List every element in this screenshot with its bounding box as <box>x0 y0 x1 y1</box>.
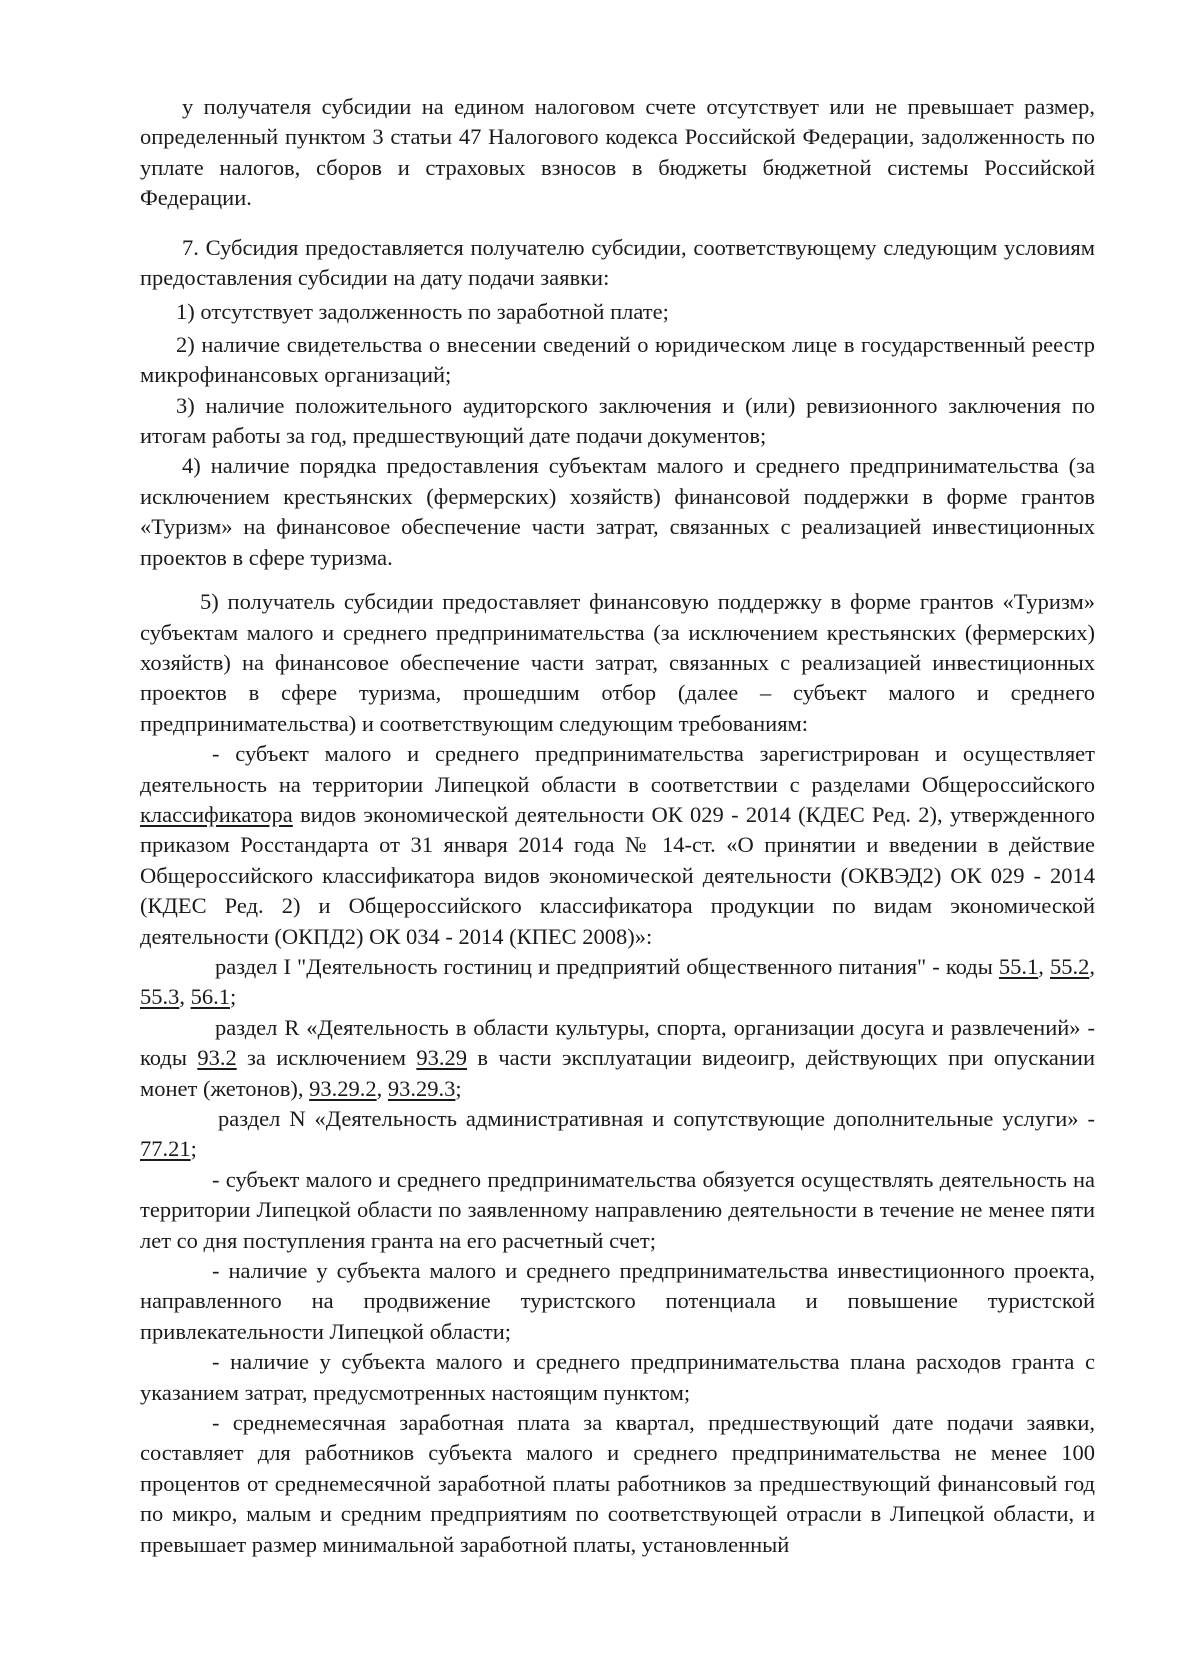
section-r-text-c: в части эксплуатации видеоигр, действующих при опускании монет (жетонов), <box>140 1045 1095 1101</box>
requirement-expense-plan: - наличие у субъекта малого и среднего предпринимательства плана расходов гранта с указанием затрат, предусмотренных настоящим пунктом; <box>140 1349 1095 1405</box>
code-link-93-29-2[interactable]: 93.29.2 <box>309 1075 377 1101</box>
condition-4: 4) наличие порядка предоставления субъектам малого и среднего предпринимательства (за исключением крестьянских (фермерских) хозяйств) финансовой поддержки в форме грантов «Туризм» на финансовое обеспечение части затрат, связанных с реализацией инвестиционных проектов в сфере туризма. <box>140 453 1095 570</box>
code-link-93-29[interactable]: 93.29 <box>416 1045 467 1071</box>
requirement-registration <box>140 739 1095 952</box>
separator: , <box>1038 953 1050 979</box>
terminator: ; <box>230 984 237 1010</box>
requirement-average-salary: - среднемесячная заработная плата за квартал, предшествующий дате подачи заявки, составляет для работников субъекта малого и среднего предпринимательства не менее 100 процентов от среднемесячной заработной платы работников за предшествующий финансовый год по микро, малым и средним предприятиям по соответствующей отрасли в Липецкой области, и превышает размер минимальной заработной платы, установленный <box>140 1410 1095 1557</box>
document-body <box>140 92 1095 1560</box>
condition-2: 2) наличие свидетельства о внесении сведений о юридическом лице в государственный реестр микрофинансовых организаций; <box>140 331 1095 388</box>
terminator: ; <box>190 1136 197 1162</box>
section-r-text-a: раздел R «Деятельность в области культуры, спорта, организации досуга и развлечений» - коды <box>140 1014 1095 1071</box>
section-r-text-b: за исключением <box>236 1045 417 1071</box>
paragraph-7-conditions: 7. Субсидия предоставляется получателю субсидии, соответствующему следующим условиям предоставления субсидии на дату подачи заявки: <box>140 234 1095 291</box>
section-i-codes <box>140 952 1095 1013</box>
code-link-55-3[interactable]: 55.3 <box>140 984 180 1010</box>
separator: , <box>1089 953 1095 979</box>
code-link-93-29-3[interactable]: 93.29.3 <box>387 1075 456 1101</box>
separator: , <box>376 1075 388 1101</box>
section-i-text: раздел I "Деятельность гостиниц и предприятий общественного питания" - коды <box>215 953 999 979</box>
code-link-55-2[interactable]: 55.2 <box>1050 953 1090 979</box>
condition-5: 5) получатель субсидии предоставляет финансовую поддержку в форме грантов «Туризм» субъектам малого и среднего предпринимательства (за исключением крестьянских (фермерских) хозяйств) на финансовое обеспечение части затрат, связанных с реализацией инвестиционных проектов в сфере туризма, прошедшим отбор (далее – субъект малого и среднего предпринимательства) и соответствующим следующим требованиям: <box>140 589 1095 736</box>
paragraph-tax-debt: у получателя субсидии на едином налоговом счете отсутствует или не превышает размер, определенный пунктом 3 статьи 47 Налогового кодекса Российской Федерации, задолженность по уплате налогов, сборов и страховых взносов в бюджеты бюджетной системы Российской Федерации. <box>140 94 1095 211</box>
terminator: ; <box>455 1075 462 1101</box>
code-link-55-1[interactable]: 55.1 <box>998 953 1039 979</box>
condition-1: 1) отсутствует задолженность по заработной плате; <box>176 299 669 325</box>
section-n-codes <box>140 1104 1095 1165</box>
section-n-text: раздел N «Деятельность административная и сопутствующие дополнительные услуги» - <box>218 1106 1095 1131</box>
requirement-registration-text-a: - субъект малого и среднего предпринимательства зарегистрирован и осуществляет деятельность на территории Липецкой области в соответствии с разделами Общероссийского <box>140 741 1095 797</box>
requirement-registration-text-b: видов экономической деятельности ОК 029 - 2014 (КДЕС Ред. 2), утвержденного приказом Росстандарта от 31 января 2014 года № 14-ст. «О принятии и введении в действие Общероссийского классификатора видов экономической деятельности (ОКВЭД2) ОК 029 - 2014 (КДЕС Ред. 2) и Общероссийского классификатора продукции по видам экономической деятельности (ОКПД2) ОК 034 - 2014 (КПЕС 2008)»: <box>140 801 1095 949</box>
code-link-93-2[interactable]: 93.2 <box>197 1045 237 1071</box>
section-r-codes <box>140 1013 1095 1104</box>
requirement-obligation: - субъект малого и среднего предпринимательства обязуется осуществлять деятельность на территории Липецкой области по заявленному направлению деятельности в течение не менее пяти лет со дня поступления гранта на его расчетный счет; <box>140 1166 1095 1253</box>
separator: , <box>179 984 191 1010</box>
condition-3: 3) наличие положительного аудиторского заключения и (или) ревизионного заключения по итогам работы за год, предшествующий дате подачи документов; <box>140 392 1095 449</box>
code-link-56-1[interactable]: 56.1 <box>190 984 230 1010</box>
requirement-investment-project: - наличие у субъекта малого и среднего предпринимательства инвестиционного проекта, направленного на продвижение туристского потенциала и повышение туристской привлекательности Липецкой области; <box>140 1258 1095 1344</box>
code-link-77-21[interactable]: 77.21 <box>140 1136 191 1162</box>
classifier-link[interactable]: классификатора <box>140 801 293 827</box>
